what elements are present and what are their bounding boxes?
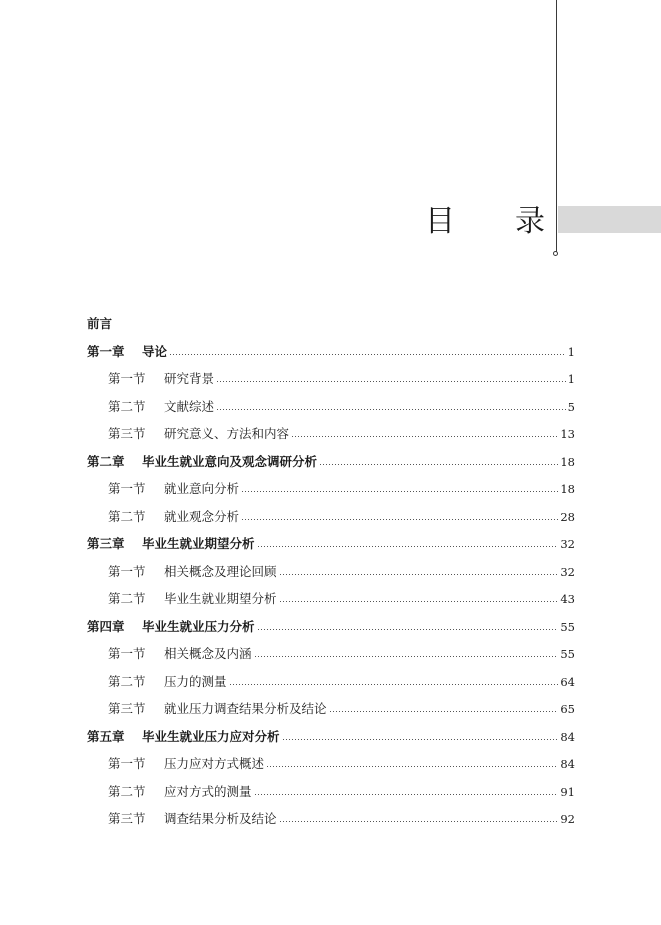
toc-section-entry[interactable] <box>87 365 575 393</box>
vertical-rule <box>556 0 557 253</box>
toc-section-entry[interactable] <box>87 393 575 421</box>
toc-entry-number: 第二章 <box>87 453 125 469</box>
toc-entry-number: 第一节 <box>108 371 146 386</box>
toc-entry-number: 第二节 <box>108 591 146 606</box>
toc-entry-title: 研究背景 <box>164 371 215 386</box>
toc-dot-leader <box>291 436 558 437</box>
toc-entry-title: 就业意向分析 <box>164 481 240 496</box>
toc-entry-number: 第五章 <box>87 728 125 744</box>
toc-entry-title: 文献综述 <box>164 398 215 414</box>
toc-entry-title: 就业观念分析 <box>164 508 240 524</box>
toc-entry-title: 压力应对方式概述 <box>164 756 265 771</box>
toc-section-entry[interactable] <box>87 750 575 778</box>
toc-entry-page: 28 <box>560 509 575 524</box>
toc-chapter-entry[interactable] <box>87 448 575 476</box>
toc-dot-leader <box>241 519 558 520</box>
toc-dot-leader <box>266 766 558 767</box>
toc-entry-page: 32 <box>560 564 575 579</box>
toc-dot-leader <box>329 711 559 712</box>
toc-chapter-entry[interactable] <box>87 613 575 641</box>
toc-entry-page: 92 <box>560 812 575 826</box>
toc-dot-leader <box>279 821 559 822</box>
toc-entry-page: 1 <box>567 344 575 359</box>
toc-entry-page: 65 <box>560 702 575 716</box>
toc-dot-leader <box>254 656 559 657</box>
toc-entry-number: 第一节 <box>108 481 146 496</box>
toc-dot-leader <box>216 381 566 382</box>
toc-entry-title: 相关概念及内涵 <box>164 646 252 661</box>
toc-entry-page: 55 <box>560 647 575 661</box>
toc-section-entry[interactable] <box>87 503 575 531</box>
toc-dot-leader <box>254 794 559 795</box>
toc-entry-number: 第二节 <box>108 673 146 689</box>
toc-section-entry[interactable] <box>87 778 575 806</box>
toc-section-entry[interactable] <box>87 420 575 448</box>
toc-entry-number: 第三节 <box>108 811 146 826</box>
toc-section-entry[interactable] <box>87 640 575 668</box>
toc-entry-page: 32 <box>560 537 575 551</box>
toc-entry-title: 毕业生就业期望分析 <box>142 536 255 551</box>
toc-entry-title: 毕业生就业压力分析 <box>142 618 255 634</box>
toc-entry-page: 91 <box>560 784 575 799</box>
toc-entry-title: 毕业生就业期望分析 <box>164 591 277 606</box>
toc-dot-leader <box>257 546 559 547</box>
toc-entry-number: 第二节 <box>108 508 146 524</box>
toc-entry-number: 第一节 <box>108 756 146 771</box>
toc-section-entry[interactable] <box>87 585 575 613</box>
toc-section-entry[interactable] <box>87 475 575 503</box>
toc-entry-number: 第三章 <box>87 536 125 551</box>
toc-entry-page: 18 <box>560 482 575 496</box>
toc-entry-number: 第三节 <box>108 426 146 441</box>
toc-entry-title: 调查结果分析及结论 <box>164 811 277 826</box>
toc-dot-leader <box>279 574 559 575</box>
toc-entry-number: 第一章 <box>87 343 125 359</box>
toc-entry-number: 第二节 <box>108 398 146 414</box>
toc-entry-number: 第一节 <box>108 646 146 661</box>
toc-dot-leader <box>319 464 558 465</box>
toc-dot-leader <box>257 629 559 630</box>
toc-entry-title: 导论 <box>142 343 168 359</box>
toc-chapter-entry[interactable] <box>87 338 575 366</box>
toc-preface[interactable] <box>87 310 575 338</box>
toc-entry-title: 相关概念及理论回顾 <box>164 563 277 579</box>
toc-entry-title: 就业压力调查结果分析及结论 <box>164 701 327 716</box>
toc-entry-title: 应对方式的测量 <box>164 783 252 799</box>
toc-dot-leader <box>279 601 559 602</box>
toc-dot-leader <box>282 739 559 740</box>
toc-entry-page: 13 <box>560 427 575 441</box>
toc-title <box>425 198 545 238</box>
toc-entry-title: 压力的测量 <box>164 673 227 689</box>
toc-title-char-2: 录 <box>515 204 545 239</box>
toc-entry-page: 1 <box>567 372 575 386</box>
rule-end-dot <box>553 251 558 256</box>
toc-entry-page: 84 <box>560 729 575 744</box>
toc-entry-number: 第三节 <box>108 701 146 716</box>
toc-dot-leader <box>241 491 558 492</box>
toc-section-entry[interactable] <box>87 695 575 723</box>
toc-entry-page: 18 <box>560 454 575 469</box>
toc-chapter-entry[interactable] <box>87 530 575 558</box>
title-tab-band <box>558 206 661 233</box>
toc-section-entry[interactable] <box>87 805 575 833</box>
toc-entry-number: 第一节 <box>108 563 146 579</box>
table-of-contents <box>87 310 575 833</box>
toc-preface-label: 前言 <box>87 316 113 331</box>
toc-chapter-entry[interactable] <box>87 723 575 751</box>
toc-dot-leader <box>169 354 566 355</box>
toc-title-char-1: 目 <box>425 204 455 239</box>
toc-entry-page: 55 <box>560 619 575 634</box>
toc-entry-number: 第四章 <box>87 618 125 634</box>
toc-entry-title: 毕业生就业压力应对分析 <box>142 728 280 744</box>
toc-entry-title: 毕业生就业意向及观念调研分析 <box>142 453 318 469</box>
toc-section-entry[interactable] <box>87 558 575 586</box>
toc-entry-number: 第二节 <box>108 783 146 799</box>
toc-entry-page: 43 <box>560 592 575 606</box>
toc-entry-page: 84 <box>560 757 575 771</box>
toc-entry-page: 64 <box>560 674 575 689</box>
toc-section-entry[interactable] <box>87 668 575 696</box>
toc-entry-page: 5 <box>567 399 575 414</box>
toc-dot-leader <box>229 684 559 685</box>
toc-dot-leader <box>216 409 566 410</box>
toc-entry-title: 研究意义、方法和内容 <box>164 426 290 441</box>
